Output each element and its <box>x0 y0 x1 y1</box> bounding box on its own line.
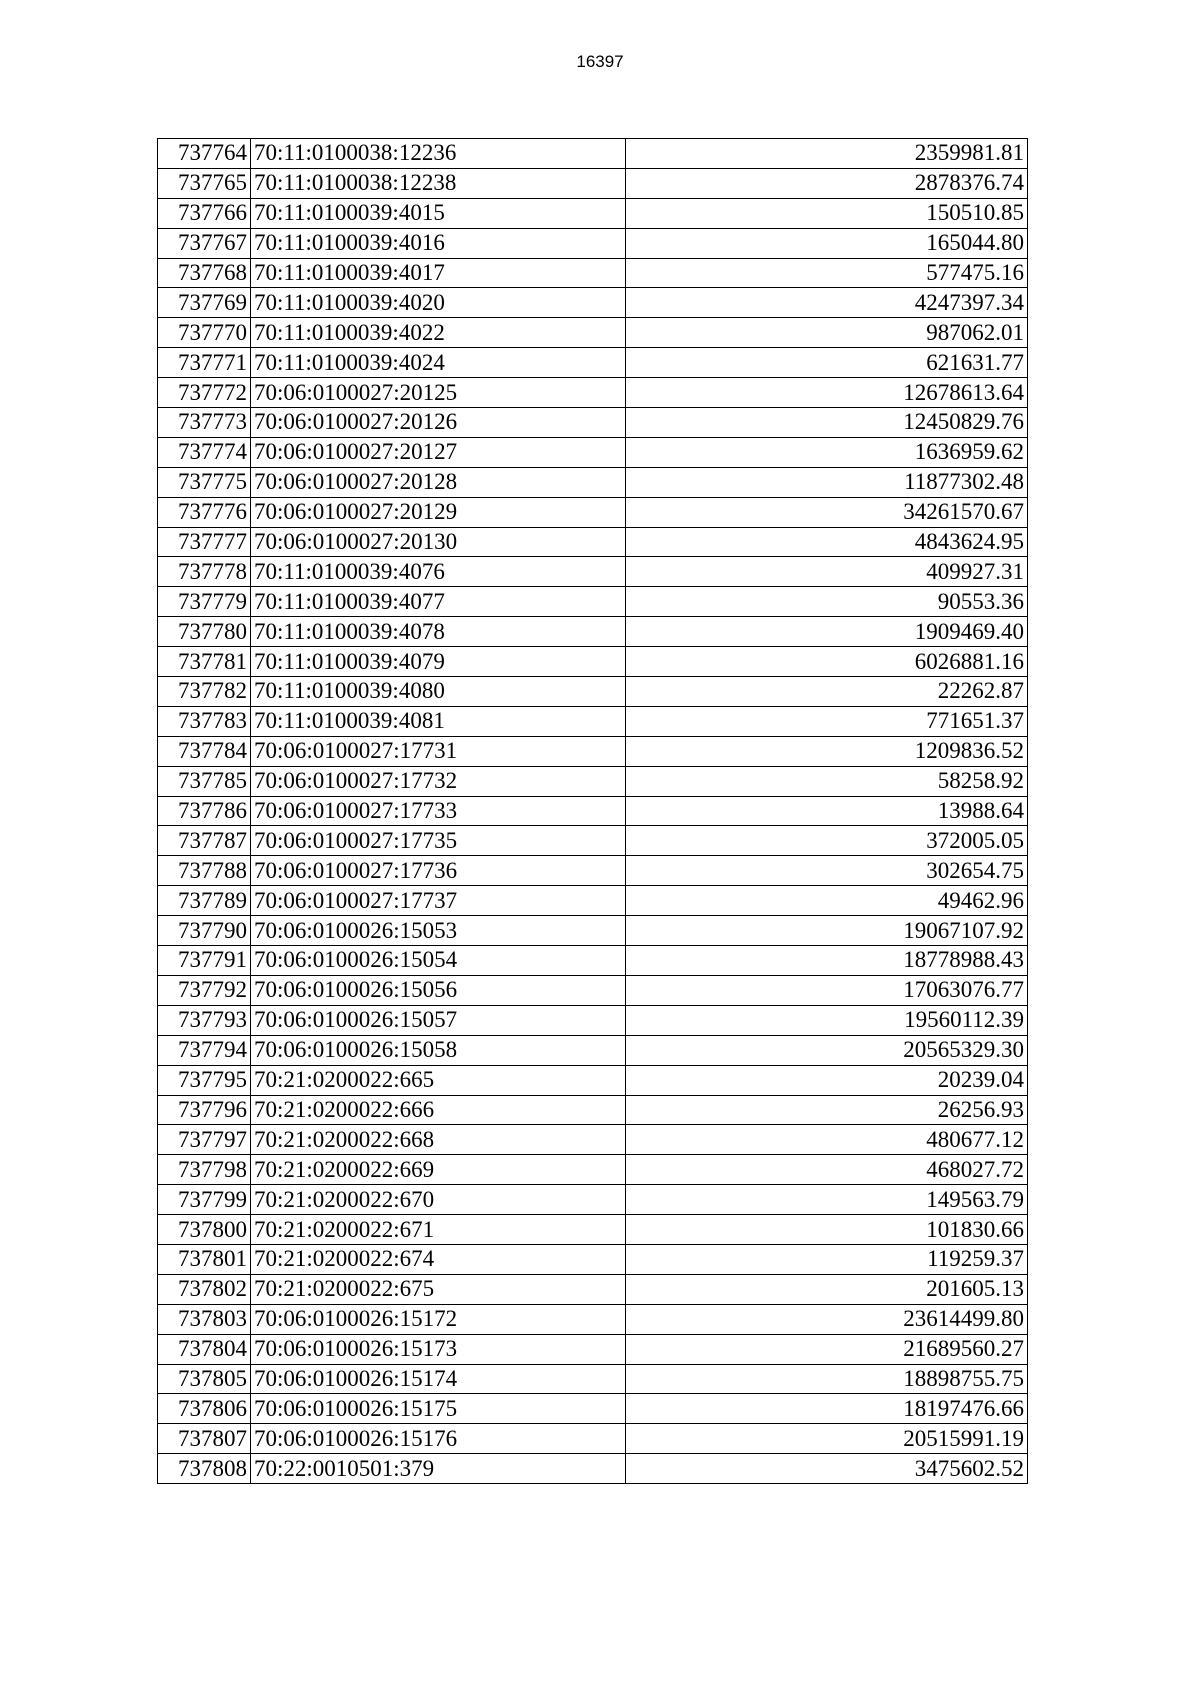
cadastral-number-cell: 70:06:0100027:17736 <box>251 856 626 886</box>
cadastral-number-cell: 70:21:0200022:669 <box>251 1155 626 1185</box>
row-number-cell: 737794 <box>158 1035 251 1065</box>
value-cell: 468027.72 <box>626 1155 1028 1185</box>
cadastral-number-cell: 70:06:0100027:17731 <box>251 736 626 766</box>
row-number-cell: 737803 <box>158 1304 251 1334</box>
table-row <box>158 168 1028 198</box>
table-row <box>158 497 1028 527</box>
row-number-cell: 737782 <box>158 677 251 707</box>
row-number-cell: 737784 <box>158 736 251 766</box>
value-cell: 119259.37 <box>626 1244 1028 1274</box>
cadastral-number-cell: 70:06:0100027:20130 <box>251 527 626 557</box>
row-number-cell: 737780 <box>158 617 251 647</box>
cadastral-number-cell: 70:11:0100039:4015 <box>251 198 626 228</box>
table-row <box>158 766 1028 796</box>
row-number-cell: 737802 <box>158 1274 251 1304</box>
value-cell: 480677.12 <box>626 1125 1028 1155</box>
row-number-cell: 737778 <box>158 557 251 587</box>
value-cell: 23614499.80 <box>626 1304 1028 1334</box>
row-number-cell: 737792 <box>158 975 251 1005</box>
value-cell: 11877302.48 <box>626 467 1028 497</box>
cadastral-number-cell: 70:21:0200022:668 <box>251 1125 626 1155</box>
value-cell: 2878376.74 <box>626 168 1028 198</box>
cadastral-number-cell: 70:11:0100039:4081 <box>251 706 626 736</box>
table-row <box>158 139 1028 169</box>
table-row <box>158 886 1028 916</box>
cadastral-number-cell: 70:11:0100039:4024 <box>251 348 626 378</box>
row-number-cell: 737804 <box>158 1334 251 1364</box>
cadastral-number-cell: 70:06:0100027:17737 <box>251 886 626 916</box>
table-row <box>158 796 1028 826</box>
value-cell: 20239.04 <box>626 1065 1028 1095</box>
value-cell: 372005.05 <box>626 826 1028 856</box>
table-row <box>158 1394 1028 1424</box>
row-number-cell: 737774 <box>158 437 251 467</box>
value-cell: 409927.31 <box>626 557 1028 587</box>
cadastral-number-cell: 70:21:0200022:670 <box>251 1185 626 1215</box>
value-cell: 4843624.95 <box>626 527 1028 557</box>
value-cell: 101830.66 <box>626 1215 1028 1245</box>
cadastral-number-cell: 70:21:0200022:671 <box>251 1215 626 1245</box>
value-cell: 6026881.16 <box>626 647 1028 677</box>
value-cell: 1209836.52 <box>626 736 1028 766</box>
row-number-cell: 737798 <box>158 1155 251 1185</box>
value-cell: 1909469.40 <box>626 617 1028 647</box>
row-number-cell: 737807 <box>158 1424 251 1454</box>
row-number-cell: 737783 <box>158 706 251 736</box>
cadastral-number-cell: 70:06:0100027:20129 <box>251 497 626 527</box>
row-number-cell: 737787 <box>158 826 251 856</box>
value-cell: 150510.85 <box>626 198 1028 228</box>
value-cell: 577475.16 <box>626 258 1028 288</box>
row-number-cell: 737793 <box>158 1005 251 1035</box>
cadastral-number-cell: 70:06:0100026:15176 <box>251 1424 626 1454</box>
table-row <box>158 916 1028 946</box>
table-row <box>158 437 1028 467</box>
cadastral-number-cell: 70:06:0100026:15175 <box>251 1394 626 1424</box>
cadastral-number-cell: 70:11:0100039:4020 <box>251 288 626 318</box>
value-cell: 1636959.62 <box>626 437 1028 467</box>
table-row <box>158 1185 1028 1215</box>
cadastral-number-cell: 70:11:0100038:12236 <box>251 139 626 169</box>
row-number-cell: 737776 <box>158 497 251 527</box>
row-number-cell: 737796 <box>158 1095 251 1125</box>
cadastral-number-cell: 70:06:0100026:15174 <box>251 1364 626 1394</box>
cadastral-number-cell: 70:06:0100026:15057 <box>251 1005 626 1035</box>
page-number: 16397 <box>576 52 624 71</box>
value-cell: 18898755.75 <box>626 1364 1028 1394</box>
value-cell: 20515991.19 <box>626 1424 1028 1454</box>
row-number-cell: 737769 <box>158 288 251 318</box>
table-row <box>158 348 1028 378</box>
table-row <box>158 587 1028 617</box>
cadastral-number-cell: 70:11:0100038:12238 <box>251 168 626 198</box>
table-row <box>158 1244 1028 1274</box>
table-row <box>158 1005 1028 1035</box>
value-cell: 49462.96 <box>626 886 1028 916</box>
cadastral-number-cell: 70:06:0100027:20127 <box>251 437 626 467</box>
cadastral-number-cell: 70:11:0100039:4016 <box>251 228 626 258</box>
row-number-cell: 737790 <box>158 916 251 946</box>
row-number-cell: 737786 <box>158 796 251 826</box>
row-number-cell: 737771 <box>158 348 251 378</box>
cadastral-number-cell: 70:06:0100026:15053 <box>251 916 626 946</box>
row-number-cell: 737799 <box>158 1185 251 1215</box>
cadastral-number-cell: 70:06:0100026:15058 <box>251 1035 626 1065</box>
table-row <box>158 1125 1028 1155</box>
value-cell: 149563.79 <box>626 1185 1028 1215</box>
table-row <box>158 1095 1028 1125</box>
value-cell: 18778988.43 <box>626 946 1028 976</box>
row-number-cell: 737801 <box>158 1244 251 1274</box>
cadastral-number-cell: 70:11:0100039:4080 <box>251 677 626 707</box>
table-row <box>158 1304 1028 1334</box>
row-number-cell: 737808 <box>158 1454 251 1484</box>
table-row <box>158 198 1028 228</box>
value-cell: 18197476.66 <box>626 1394 1028 1424</box>
row-number-cell: 737785 <box>158 766 251 796</box>
row-number-cell: 737768 <box>158 258 251 288</box>
row-number-cell: 737806 <box>158 1394 251 1424</box>
value-cell: 26256.93 <box>626 1095 1028 1125</box>
cadastral-number-cell: 70:06:0100027:17733 <box>251 796 626 826</box>
cadastral-number-cell: 70:06:0100027:17735 <box>251 826 626 856</box>
cadastral-number-cell: 70:06:0100027:20126 <box>251 408 626 438</box>
table-row <box>158 1334 1028 1364</box>
row-number-cell: 737772 <box>158 378 251 408</box>
row-number-cell: 737800 <box>158 1215 251 1245</box>
table-row <box>158 736 1028 766</box>
table-row <box>158 408 1028 438</box>
table-row <box>158 527 1028 557</box>
row-number-cell: 737765 <box>158 168 251 198</box>
cadastral-number-cell: 70:11:0100039:4078 <box>251 617 626 647</box>
cadastral-number-cell: 70:11:0100039:4022 <box>251 318 626 348</box>
table-row <box>158 1424 1028 1454</box>
row-number-cell: 737779 <box>158 587 251 617</box>
value-cell: 58258.92 <box>626 766 1028 796</box>
value-cell: 621631.77 <box>626 348 1028 378</box>
value-cell: 13988.64 <box>626 796 1028 826</box>
table-row <box>158 647 1028 677</box>
value-cell: 21689560.27 <box>626 1334 1028 1364</box>
table-row <box>158 946 1028 976</box>
table-row <box>158 975 1028 1005</box>
value-cell: 17063076.77 <box>626 975 1028 1005</box>
value-cell: 19560112.39 <box>626 1005 1028 1035</box>
table-row <box>158 1065 1028 1095</box>
value-cell: 90553.36 <box>626 587 1028 617</box>
cadastral-number-cell: 70:21:0200022:666 <box>251 1095 626 1125</box>
row-number-cell: 737766 <box>158 198 251 228</box>
value-cell: 12450829.76 <box>626 408 1028 438</box>
cadastral-number-cell: 70:22:0010501:379 <box>251 1454 626 1484</box>
table-row <box>158 1454 1028 1484</box>
row-number-cell: 737777 <box>158 527 251 557</box>
row-number-cell: 737788 <box>158 856 251 886</box>
table-row <box>158 557 1028 587</box>
row-number-cell: 737773 <box>158 408 251 438</box>
table-row <box>158 1364 1028 1394</box>
row-number-cell: 737805 <box>158 1364 251 1394</box>
row-number-cell: 737775 <box>158 467 251 497</box>
row-number-cell: 737789 <box>158 886 251 916</box>
cadastral-number-cell: 70:11:0100039:4079 <box>251 647 626 677</box>
row-number-cell: 737791 <box>158 946 251 976</box>
cadastral-number-cell: 70:06:0100026:15173 <box>251 1334 626 1364</box>
value-cell: 3475602.52 <box>626 1454 1028 1484</box>
table-row <box>158 318 1028 348</box>
table-row <box>158 228 1028 258</box>
cadastral-number-cell: 70:21:0200022:665 <box>251 1065 626 1095</box>
value-cell: 771651.37 <box>626 706 1028 736</box>
table-row <box>158 258 1028 288</box>
table-row <box>158 1274 1028 1304</box>
row-number-cell: 737764 <box>158 139 251 169</box>
cadastral-number-cell: 70:11:0100039:4017 <box>251 258 626 288</box>
cadastral-number-cell: 70:11:0100039:4077 <box>251 587 626 617</box>
cadastral-number-cell: 70:06:0100027:20125 <box>251 378 626 408</box>
table-row <box>158 288 1028 318</box>
table-row <box>158 467 1028 497</box>
value-cell: 34261570.67 <box>626 497 1028 527</box>
value-cell: 12678613.64 <box>626 378 1028 408</box>
row-number-cell: 737795 <box>158 1065 251 1095</box>
cadastral-number-cell: 70:11:0100039:4076 <box>251 557 626 587</box>
value-cell: 2359981.81 <box>626 139 1028 169</box>
cadastral-number-cell: 70:21:0200022:674 <box>251 1244 626 1274</box>
cadastral-number-cell: 70:21:0200022:675 <box>251 1274 626 1304</box>
table-row <box>158 706 1028 736</box>
value-cell: 165044.80 <box>626 228 1028 258</box>
row-number-cell: 737781 <box>158 647 251 677</box>
cadastral-number-cell: 70:06:0100026:15172 <box>251 1304 626 1334</box>
table-row <box>158 1155 1028 1185</box>
cadastral-number-cell: 70:06:0100027:17732 <box>251 766 626 796</box>
value-cell: 201605.13 <box>626 1274 1028 1304</box>
row-number-cell: 737767 <box>158 228 251 258</box>
table-row <box>158 826 1028 856</box>
value-cell: 987062.01 <box>626 318 1028 348</box>
cadastral-number-cell: 70:06:0100027:20128 <box>251 467 626 497</box>
table-row <box>158 1035 1028 1065</box>
table-row <box>158 677 1028 707</box>
cadastral-number-cell: 70:06:0100026:15054 <box>251 946 626 976</box>
value-cell: 22262.87 <box>626 677 1028 707</box>
value-cell: 4247397.34 <box>626 288 1028 318</box>
row-number-cell: 737770 <box>158 318 251 348</box>
value-cell: 302654.75 <box>626 856 1028 886</box>
value-cell: 20565329.30 <box>626 1035 1028 1065</box>
table-row <box>158 617 1028 647</box>
data-table <box>157 138 1028 1484</box>
table-body <box>158 139 1028 1484</box>
table-row <box>158 1215 1028 1245</box>
table-row <box>158 856 1028 886</box>
value-cell: 19067107.92 <box>626 916 1028 946</box>
cadastral-number-cell: 70:06:0100026:15056 <box>251 975 626 1005</box>
row-number-cell: 737797 <box>158 1125 251 1155</box>
table-row <box>158 378 1028 408</box>
